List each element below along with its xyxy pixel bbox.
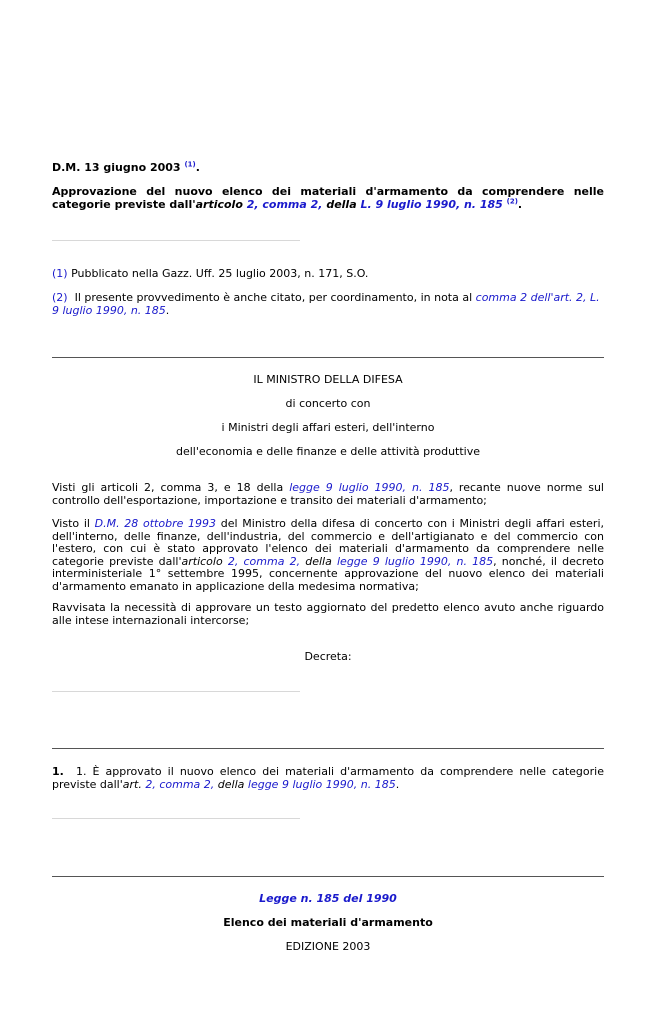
title-text: Approvazione del nuovo elenco dei materiali d'armamento da comprendere nelle categorie previste dall' bbox=[52, 185, 604, 211]
article-1-text: 1. È approvato il nuovo elenco dei materiali d'armamento da comprendere nelle categorie previste dall' bbox=[52, 765, 608, 791]
article-1-art-word: art. bbox=[122, 777, 142, 791]
annex-edition: EDIZIONE 2003 bbox=[285, 940, 371, 953]
preamble-paragraph-3: Ravvisata la necessità di approvare un testo aggiornato del predetto elenco avuto anche riguardo alle intese internazionali intercorse; bbox=[52, 601, 604, 627]
footnote-ref-1[interactable]: (1) bbox=[184, 160, 196, 169]
preamble-paragraph-1 bbox=[52, 482, 604, 507]
decree-title bbox=[52, 186, 604, 211]
p2-della: della bbox=[300, 554, 337, 568]
p2-text-c: , nonché, il decreto interministeriale 1° settembre 1995, concernente approvazione del nuovo elenco dei materiali d'armamento emanato in applicazione della medesima normativa; bbox=[52, 554, 604, 593]
annex-law-link[interactable]: Legge n. 185 del 1990 bbox=[259, 892, 397, 905]
annex-list-title: Elenco dei materiali d'armamento bbox=[223, 916, 433, 929]
p2-law-link[interactable]: legge 9 luglio 1990, n. 185 bbox=[337, 554, 494, 568]
concert-line: di concerto con bbox=[285, 397, 371, 410]
section-divider-3 bbox=[52, 876, 604, 877]
ministers-line: i Ministri degli affari esteri, dell'interno bbox=[221, 421, 435, 434]
decreta-line: Decreta: bbox=[304, 650, 352, 663]
title-link-law[interactable]: L. 9 luglio 1990, n. 185 bbox=[360, 197, 503, 211]
title-period: . bbox=[517, 197, 523, 211]
title-article-word: articolo bbox=[195, 197, 243, 211]
p2-article-word: articolo bbox=[181, 554, 223, 568]
title-link-article[interactable]: 2, comma 2, bbox=[246, 197, 323, 211]
footnote-2-link[interactable]: comma 2 dell'art. 2, L. 9 luglio 1990, n. 185 bbox=[52, 291, 600, 317]
section-divider-1 bbox=[52, 357, 604, 358]
separator-2 bbox=[52, 691, 300, 692]
footnote-2-end: . bbox=[165, 303, 170, 317]
article-1-law-link[interactable]: legge 9 luglio 1990, n. 185 bbox=[247, 777, 396, 791]
annex-law-title bbox=[52, 893, 604, 906]
separator-3 bbox=[52, 818, 300, 819]
p2-dm-link[interactable]: D.M. 28 ottobre 1993 bbox=[94, 517, 217, 530]
footnote-2-marker[interactable]: (2) bbox=[52, 291, 68, 304]
decree-period: . bbox=[195, 161, 200, 174]
p2-text-b: del Ministro della difesa di concerto con i Ministri degli affari esteri, dell'interno, delle finanze, dell'industria, del commercio e dell'artigianato e del commercio con l'estero, con cui è stato approvato l'elenco dei materiali d'armamento da comprendere nelle categorie previste dall' bbox=[52, 517, 605, 568]
ministers-line-2: dell'economia e delle finanze e delle attività produttive bbox=[175, 445, 481, 458]
article-1-article-link[interactable]: 2, comma 2, bbox=[141, 777, 215, 791]
footnote-1-text: Pubblicato nella Gazz. Uff. 25 luglio 2003, n. 171, S.O. bbox=[67, 267, 369, 280]
p1-text-a: Visti gli articoli 2, comma 3, e 18 della bbox=[52, 481, 290, 494]
decree-heading bbox=[52, 162, 604, 175]
preamble-paragraph-2 bbox=[52, 518, 604, 593]
p2-text-a: Visto il bbox=[52, 517, 95, 530]
footnote-separator bbox=[52, 240, 300, 241]
article-1 bbox=[52, 765, 608, 791]
footnote-1 bbox=[52, 268, 604, 281]
article-1-della: della bbox=[214, 777, 248, 791]
p1-law-link[interactable]: legge 9 luglio 1990, n. 185 bbox=[289, 481, 450, 494]
minister-heading: IL MINISTRO DELLA DIFESA bbox=[253, 373, 403, 386]
footnote-2-text: Il presente provvedimento è anche citato, per coordinamento, in nota al bbox=[67, 291, 476, 304]
footnote-1-marker[interactable]: (1) bbox=[52, 267, 68, 280]
article-1-end: . bbox=[395, 777, 400, 791]
p2-article-link[interactable]: 2, comma 2, bbox=[222, 554, 301, 568]
footnote-2 bbox=[52, 292, 604, 317]
decree-date: D.M. 13 giugno 2003 bbox=[52, 161, 181, 174]
footnote-ref-2[interactable]: (2) bbox=[506, 196, 518, 205]
title-della: della bbox=[322, 197, 361, 211]
article-1-number: 1. bbox=[52, 765, 64, 778]
section-divider-2 bbox=[52, 748, 604, 749]
p1-text-b: , recante nuove norme sul controllo dell'esportazione, importazione e transito dei materiali d'armamento; bbox=[52, 481, 604, 507]
